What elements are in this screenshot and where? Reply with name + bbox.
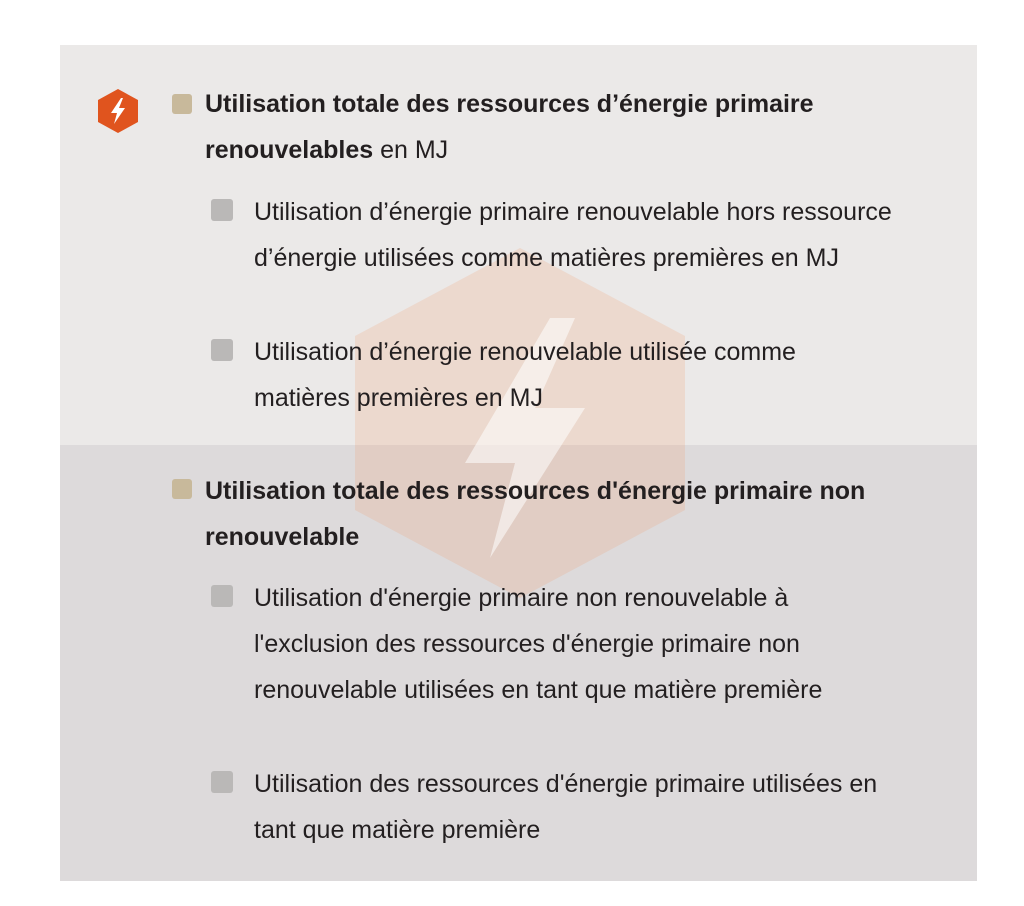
section-heading-non-renewable	[205, 468, 925, 560]
section-bullet	[172, 94, 192, 114]
item-bullet	[211, 585, 233, 607]
lightning-badge-icon	[98, 89, 138, 133]
heading-bold: Utilisation totale des ressources d'énergie primaire non renouvelable	[205, 477, 866, 551]
section-heading-renewable	[205, 81, 925, 173]
list-item: Utilisation d’énergie primaire renouvelable hors ressource d’énergie utilisées comme matières premières en MJ	[254, 198, 892, 272]
section-bullet	[172, 479, 192, 499]
item-bullet	[211, 339, 233, 361]
item-bullet	[211, 199, 233, 221]
list-item: Utilisation des ressources d'énergie primaire utilisées en tant que matière première	[254, 770, 878, 844]
heading-unit: en MJ	[373, 136, 449, 164]
list-item: Utilisation d'énergie primaire non renouvelable à l'exclusion des ressources d'énergie primaire non renouvelable utilisées en tant que matière première	[254, 584, 823, 704]
heading-bold: Utilisation totale des ressources d’énergie primaire renouvelables	[205, 90, 814, 164]
item-bullet	[211, 771, 233, 793]
list-item: Utilisation d’énergie renouvelable utilisée comme matières premières en MJ	[254, 338, 796, 412]
